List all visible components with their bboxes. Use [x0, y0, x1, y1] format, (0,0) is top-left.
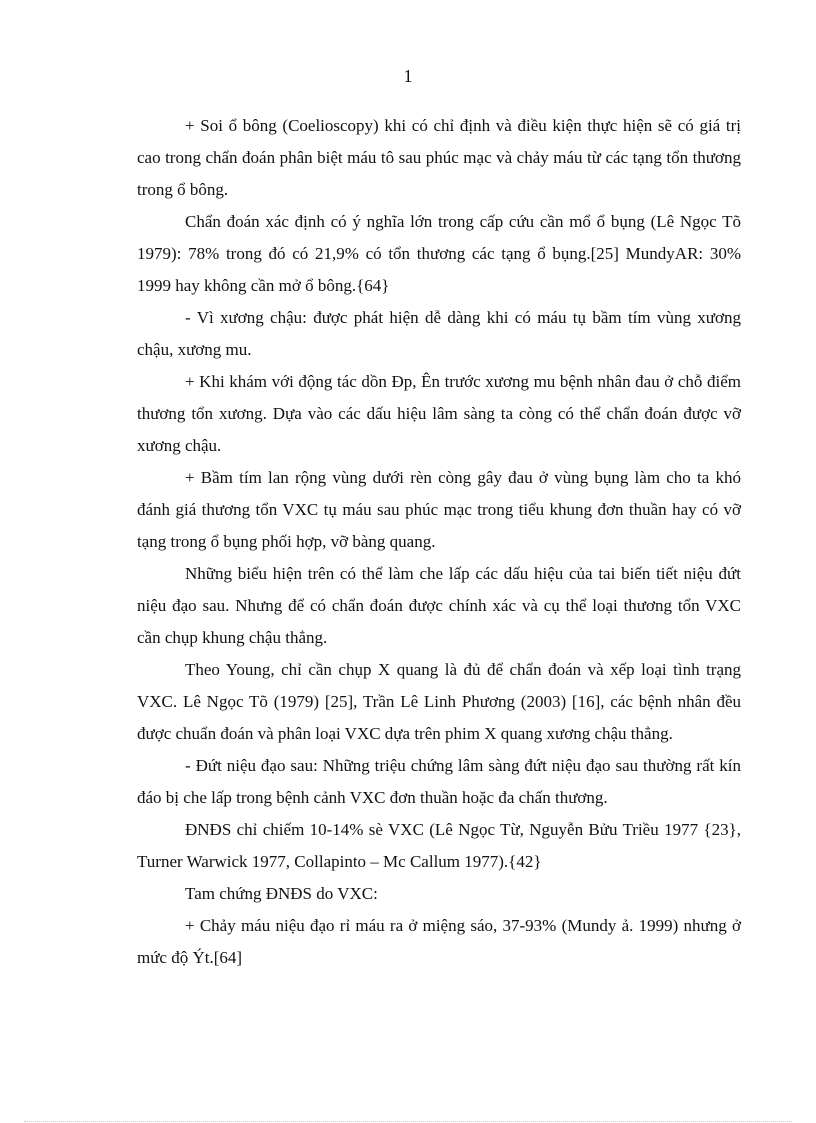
paragraph-exam: + Khi khám với động tác dồn Đp, Ên trước xương mu bệnh nhân đau ở chỗ điểm thương tổn xương. Dựa vào các dấu hiệu lâm sàng ta còng có thể chẩn đoán được vỡ xương chậu. — [137, 372, 741, 455]
paragraph-pelvis: - Vì xương chậu: được phát hiện dễ dàng khi có máu tụ bầm tím vùng xương chậu, xương mu. — [137, 308, 741, 359]
paragraph-bruising: + Bầm tím lan rộng vùng dưới rèn còng gây đau ở vùng bụng làm cho ta khó đánh giá thương tổn VXC tụ máu sau phúc mạc trong tiểu khung đơn thuần hay có vỡ tạng trong ổ bụng phối hợp, vỡ bàng quang. — [137, 468, 741, 551]
paragraph-dnds: ĐNĐS chỉ chiếm 10-14% sè VXC (Lê Ngọc Từ, Nguyễn Bửu Triều 1977 {23}, Turner Warwick 1977, Collapinto – Mc Callum 1977).{42} — [137, 820, 741, 871]
bottom-divider — [24, 1121, 792, 1122]
page-number: 1 — [403, 66, 413, 86]
paragraph-coelioscopy: + Soi ổ bông (Coelioscopy) khi có chỉ định và điều kiện thực hiện sẽ có giá trị cao trong chẩn đoán phân biệt máu tô sau phúc mạc và chảy máu từ các tạng tổn thương trong ổ bông. — [137, 116, 741, 199]
body-text — [137, 110, 741, 974]
paragraph-signs: Những biểu hiện trên có thể làm che lấp các dấu hiệu của tai biến tiết niệu đứt niệu đạo sau. Nhưng để có chẩn đoán được chính xác và cụ thể loại thương tổn VXC cần chụp khung chậu thẳng. — [137, 564, 741, 647]
paragraph-young: Theo Young, chỉ cần chụp X quang là đủ để chẩn đoán và xếp loại tình trạng VXC. Lê Ngọc Tõ (1979) [25], Trần Lê Linh Phương (2003) [16], các bệnh nhân đều được chuẩn đoán và phân loại VXC dựa trên phim X quang xương chậu thẳng. — [137, 660, 741, 743]
paragraph-urethra: - Đứt niệu đạo sau: Những triệu chứng lâm sàng đứt niệu đạo sau thường rất kín đáo bị che lấp trong bệnh cảnh VXC đơn thuần hoặc đa chấn thương. — [137, 756, 741, 807]
paragraph-bleeding: + Chảy máu niệu đạo rỉ máu ra ở miệng sáo, 37-93% (Mundy ả. 1999) nhưng ở mức độ Ýt.[64] — [137, 916, 741, 967]
paragraph-diagnosis: Chẩn đoán xác định có ý nghĩa lớn trong cấp cứu cần mổ ổ bụng (Lê Ngọc Tõ 1979): 78% trong đó có 21,9% có tổn thương các tạng ổ bụng.[25] MundyAR: 30% 1999 hay không cần mở ổ bông.{64} — [137, 212, 741, 295]
paragraph-triad: Tam chứng ĐNĐS do VXC: — [185, 884, 378, 903]
